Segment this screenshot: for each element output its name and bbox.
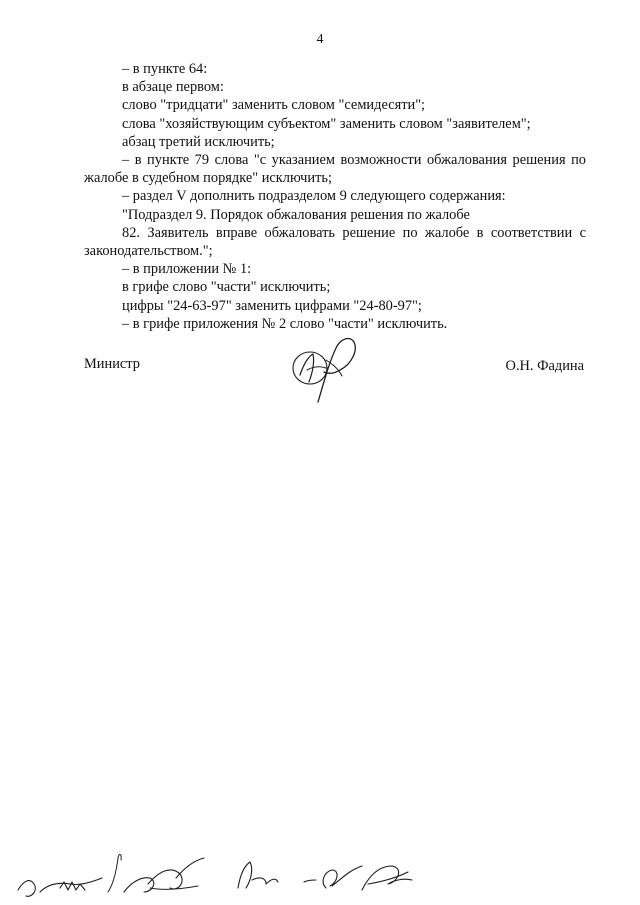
- paragraph-grif-chasti: в грифе слово "части" исключить;: [122, 279, 331, 296]
- paragraph-replace-subject: слова "хозяйствующим субъектом" заменить словом "заявителем";: [122, 115, 531, 132]
- paragraph-appendix-2: – в грифе приложения № 2 слово "части" исключить.: [122, 315, 448, 332]
- document-body: [84, 60, 586, 333]
- paragraph-subsection-9: "Подраздел 9. Порядок обжалования решения по жалобе: [122, 206, 470, 223]
- paragraph-point-82: 82. Заявитель вправе обжаловать решение по жалобе в соответствии с законодательством.";: [84, 224, 586, 260]
- handwritten-signature: [282, 330, 362, 406]
- signatory-title: Министр: [84, 356, 140, 372]
- page-number: 4: [316, 32, 324, 47]
- paragraph-replace-tridtsati: слово "тридцати" заменить словом "семидесяти";: [122, 97, 426, 114]
- paragraph-first-abzac: в абзаце первом:: [122, 79, 224, 96]
- paragraph-appendix-1: – в приложении № 1:: [122, 261, 252, 278]
- signatory-name: О.Н. Фадина: [505, 358, 584, 374]
- paragraph-section-v: – раздел V дополнить подразделом 9 следующего содержания:: [122, 188, 506, 205]
- approval-initials: [0, 848, 640, 905]
- paragraph-third-abzac: абзац третий исключить;: [122, 133, 275, 150]
- paragraph-phone-digits: цифры "24-63-97" заменить цифрами "24-80-97";: [122, 297, 422, 314]
- paragraph-point-64: – в пункте 64:: [122, 61, 208, 77]
- paragraph-point-79: – в пункте 79 слова "с указанием возможности обжалования решения по жалобе в судебном порядке" исключить;: [84, 152, 586, 187]
